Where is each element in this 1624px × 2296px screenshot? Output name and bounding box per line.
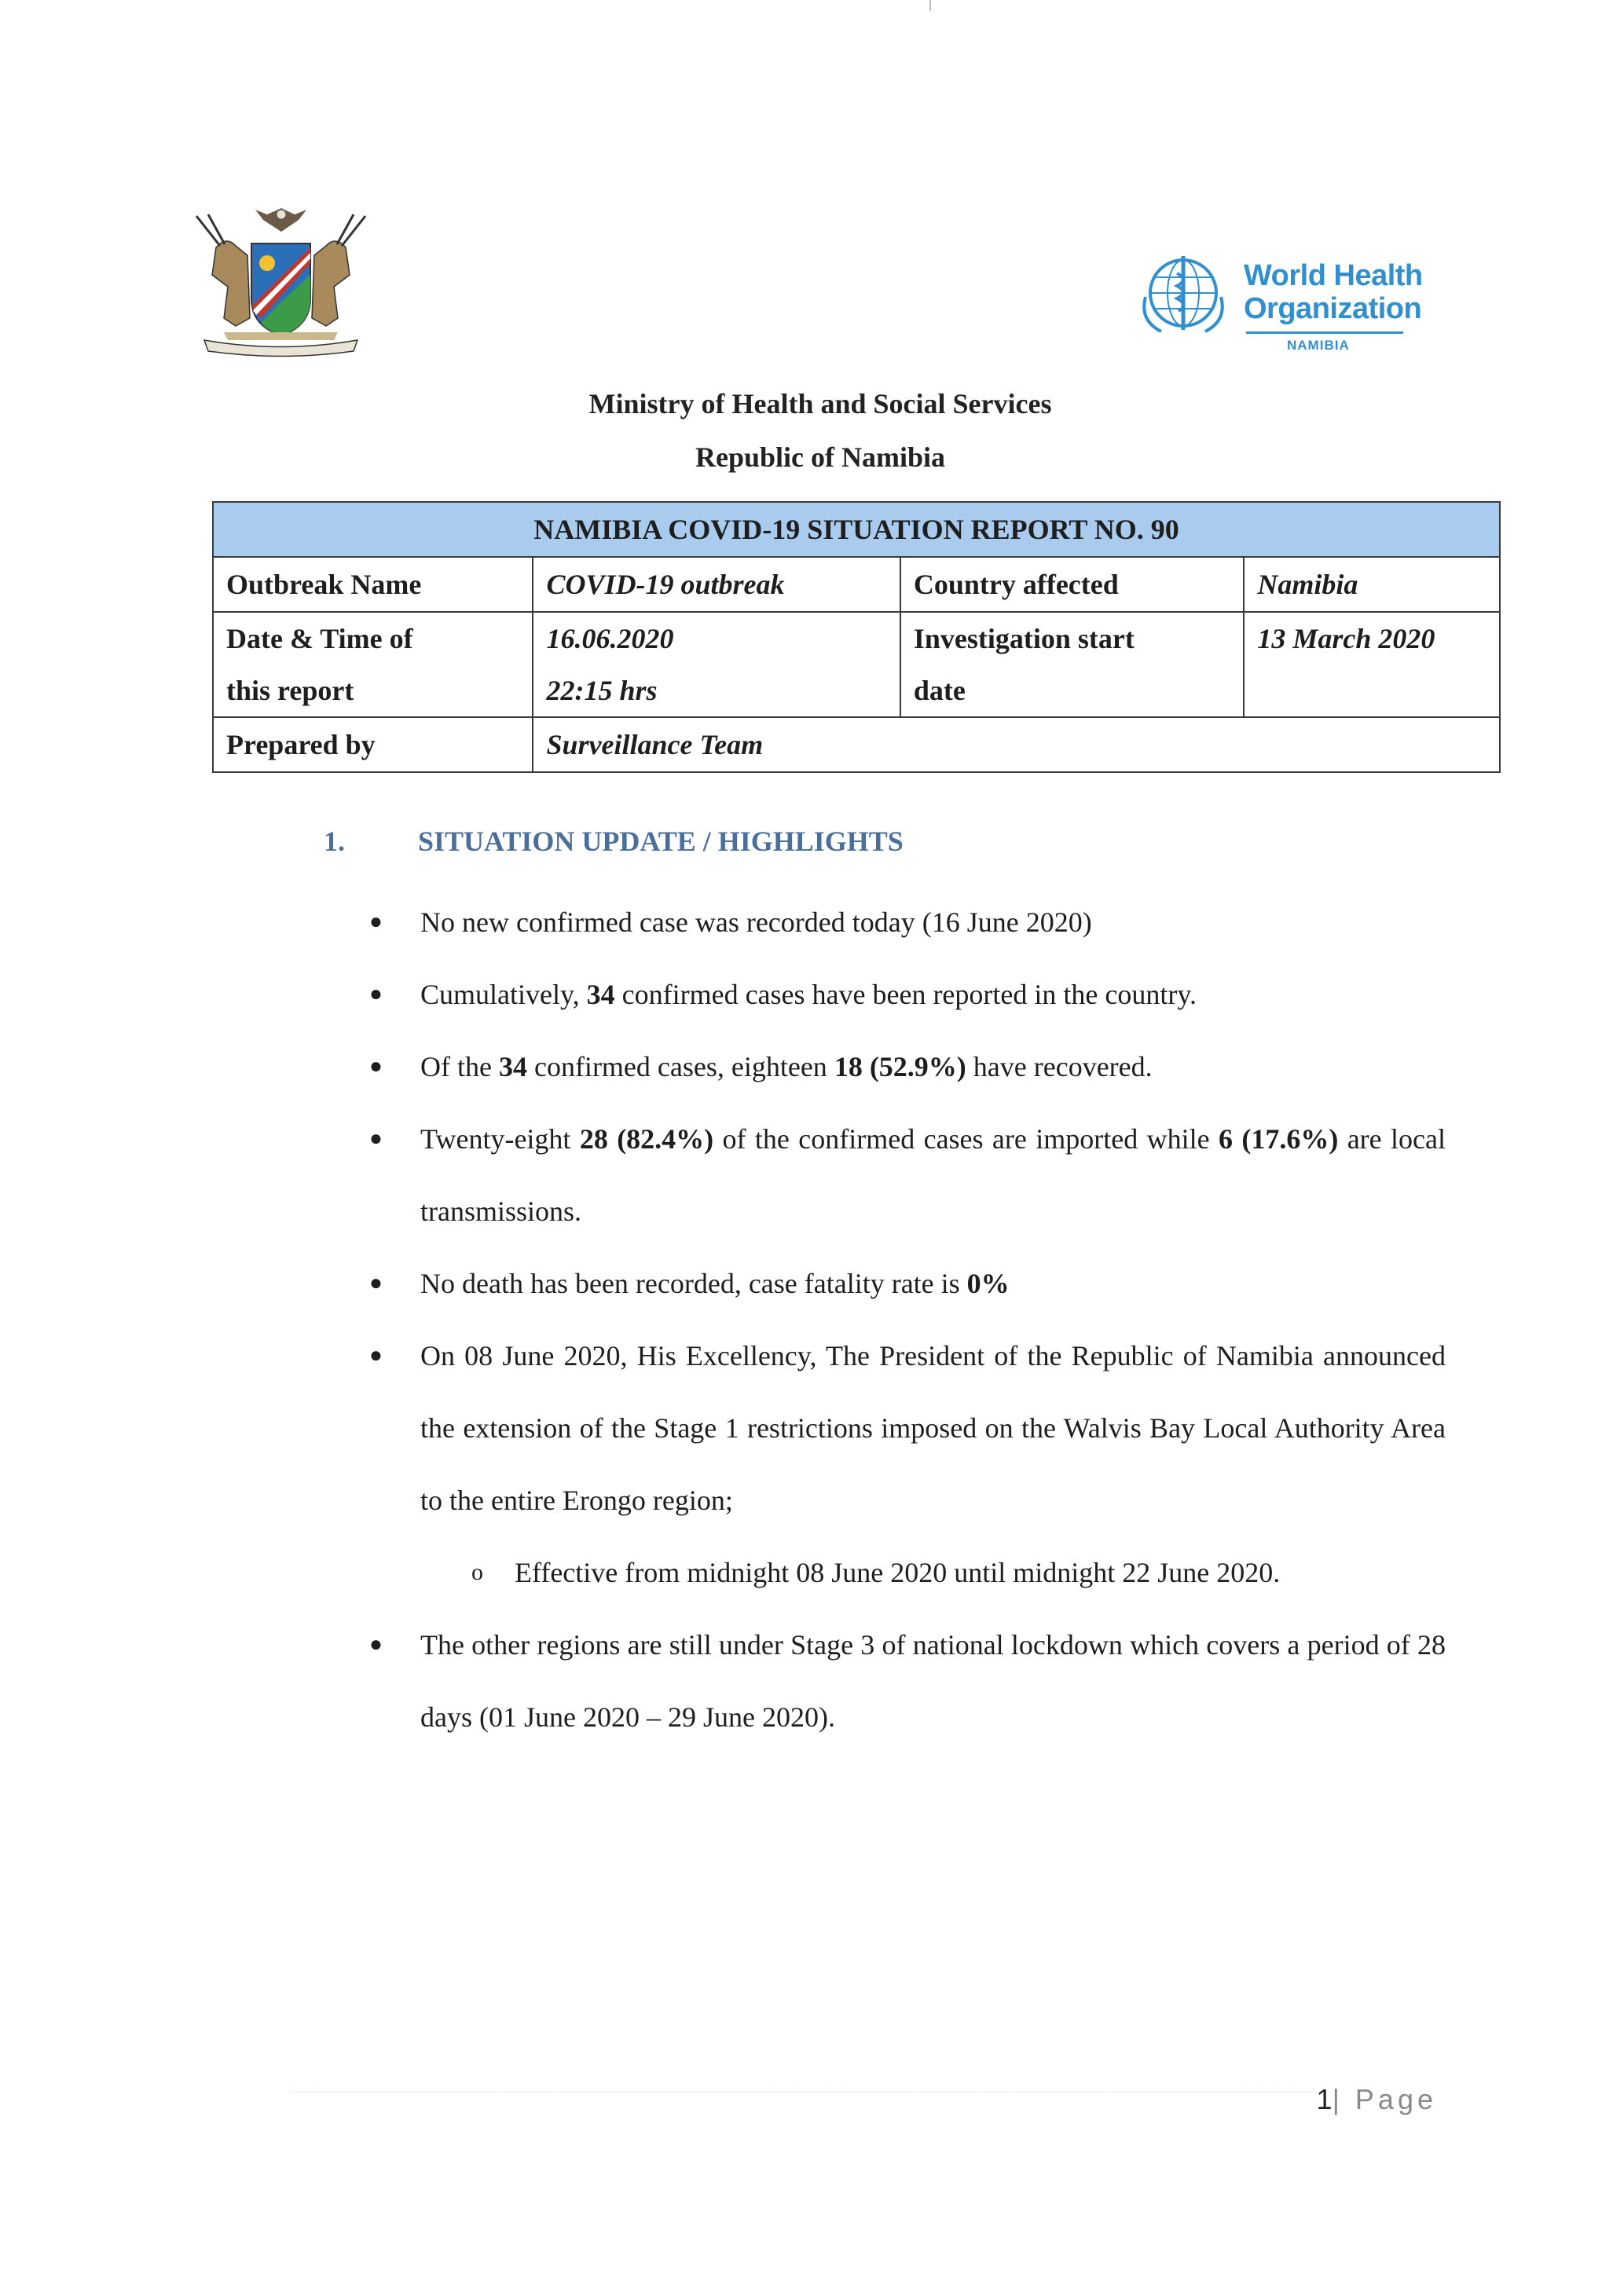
outbreak-name-label: Outbreak Name: [213, 557, 533, 612]
datetime-label: [213, 612, 533, 717]
page-number: 1: [1316, 2083, 1333, 2115]
datetime-value: [533, 612, 900, 717]
republic-name: Republic of Namibia: [695, 441, 946, 473]
investigation-label-line2: date: [913, 675, 966, 706]
datetime-label-line1: Date & Time of: [226, 623, 413, 654]
investigation-label-line1: Investigation start: [913, 623, 1135, 654]
investigation-start-label: [900, 612, 1245, 717]
bullet-dot-icon: ●: [369, 1126, 383, 1151]
who-emblem-icon: [1138, 250, 1232, 336]
bullet-dot-icon: ●: [369, 1054, 383, 1078]
page-footer: [1317, 2083, 1437, 2116]
scan-mark: [929, 0, 931, 11]
report-date: 16.06.2020: [546, 623, 674, 654]
datetime-label-line2: this report: [226, 675, 354, 706]
list-item: ● No new confirmed case was recorded today (16 June 2020): [369, 886, 1446, 958]
section-number: 1.: [324, 826, 345, 857]
prepared-by-value: Surveillance Team: [533, 717, 1500, 772]
list-item: ● No death has been recorded, case fatality rate is 0%: [369, 1247, 1446, 1320]
list-item: ● Of the 34 confirmed cases, eighteen 18 (52.9%) have recovered.: [369, 1031, 1446, 1103]
bullet-dot-icon: ●: [369, 1271, 383, 1295]
table-row: [213, 557, 1500, 612]
who-logo: [1138, 250, 1421, 360]
country-affected-label: Country affected: [900, 557, 1245, 612]
country-affected-value: Namibia: [1244, 557, 1500, 612]
highlights-list: [369, 886, 1446, 1753]
list-item: ● The other regions are still under Stage 3 of national lockdown which covers a period of 28 days (01 June 2020 – 29 June 2020).: [369, 1609, 1446, 1753]
coat-of-arms: [189, 200, 373, 361]
investigation-start-value: 13 March 2020: [1244, 612, 1500, 717]
section-title: SITUATION UPDATE / HIGHLIGHTS: [418, 826, 904, 857]
ministry-heading: [0, 377, 1624, 484]
table-row: [213, 717, 1500, 772]
list-item: ● Cumulatively, 34 confirmed cases have been reported in the country.: [369, 958, 1446, 1031]
report-title: NAMIBIA COVID-19 SITUATION REPORT NO. 90: [213, 502, 1500, 557]
ministry-name: Ministry of Health and Social Services: [588, 388, 1052, 419]
hollow-circle-icon: o: [471, 1559, 483, 1585]
section-heading: [324, 825, 904, 858]
bullet-dot-icon: ●: [369, 910, 383, 934]
who-name-line1: World Health: [1244, 259, 1423, 292]
bullet-dot-icon: ●: [369, 1343, 383, 1368]
report-time: 22:15 hrs: [546, 675, 658, 706]
prepared-by-label: Prepared by: [213, 717, 533, 772]
sub-list-item: o Effective from midnight 08 June 2020 until midnight 22 June 2020.: [369, 1536, 1446, 1609]
footer-divider: [291, 2092, 1312, 2093]
who-wordmark: [1244, 259, 1423, 325]
who-name-line2: Organization: [1244, 292, 1422, 325]
page-label: | Page: [1332, 2083, 1437, 2115]
table-row: [213, 612, 1500, 717]
bullet-dot-icon: ●: [369, 982, 383, 1006]
table-title-row: [213, 502, 1500, 557]
bullet-dot-icon: ●: [369, 1632, 383, 1657]
namibia-coat-of-arms-icon: [189, 200, 373, 361]
outbreak-name-value: COVID-19 outbreak: [533, 557, 900, 612]
situation-report-table: [212, 501, 1501, 773]
list-item: ● Twenty-eight 28 (82.4%) of the confirmed cases are imported while 6 (17.6%) are local transmissions.: [369, 1103, 1446, 1247]
list-item: ● On 08 June 2020, His Excellency, The President of the Republic of Namibia announced the extension of the Stage 1 restrictions imposed on the Walvis Bay Local Authority Area to the entire Erongo region;: [369, 1320, 1446, 1536]
who-rule: [1246, 331, 1403, 334]
who-country: NAMIBIA: [1287, 338, 1350, 353]
